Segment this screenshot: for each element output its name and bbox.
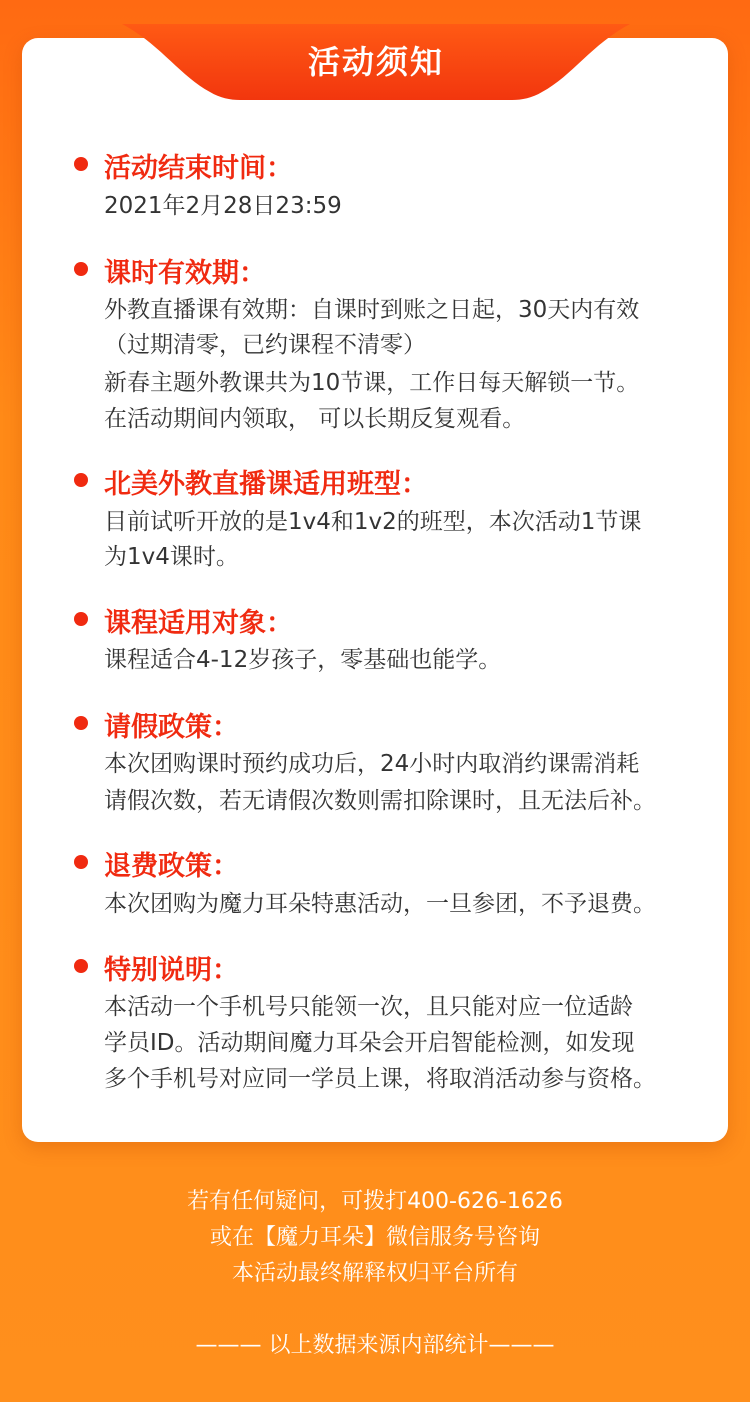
bullet-dot [74, 716, 88, 730]
section-line: 2021年2月28日23:59 [104, 193, 342, 219]
bullet-dot [74, 262, 88, 276]
bullet-dot [74, 473, 88, 487]
section-line: 本次团购为魔力耳朵特惠活动，一旦参团，不予退费。 [104, 891, 656, 917]
section-title: 活动结束时间： [104, 153, 293, 184]
section-line: 新春主题外教课共为10节课，工作日每天解锁一节。 [104, 370, 640, 396]
bullet-dot [74, 855, 88, 869]
bullet-dot [74, 157, 88, 171]
section-title: 退费政策： [104, 851, 239, 882]
section-line: 在活动期间内领取， 可以长期反复观看。 [104, 406, 526, 432]
section-title: 课时有效期： [104, 258, 266, 289]
footer-contact-line: 若有任何疑问，可拨打400-626-1626 [187, 1189, 563, 1214]
section-title: 请假政策： [104, 712, 239, 743]
banner-title: 活动须知 [307, 43, 444, 81]
section-line: 请假次数，若无请假次数则需扣除课时，且无法后补。 [104, 788, 656, 814]
bullet-dot [74, 612, 88, 626]
section-title: 特别说明： [104, 955, 239, 986]
section-line: 目前试听开放的是1v4和1v2的班型，本次活动1节课 [104, 509, 642, 535]
section-line: 本活动一个手机号只能领一次，且只能对应一位适龄 [104, 994, 633, 1020]
section-line: 为1v4课时。 [104, 544, 239, 570]
section-line: 本次团购课时预约成功后，24小时内取消约课需消耗 [104, 751, 640, 777]
footer-rights-line: 本活动最终解释权归平台所有 [231, 1261, 518, 1286]
section-line: （过期清零，已约课程不清零） [104, 332, 426, 358]
section-line: 课程适合4-12岁孩子，零基础也能学。 [104, 647, 502, 673]
section-line: 多个手机号对应同一学员上课，将取消活动参与资格。 [104, 1066, 656, 1092]
bullet-dot [74, 959, 88, 973]
footer-source-note: ——— 以上数据来源内部统计——— [195, 1333, 555, 1358]
section-title: 课程适用对象： [104, 608, 293, 639]
section-title: 北美外教直播课适用班型： [104, 469, 428, 500]
section-line: 学员ID。活动期间魔力耳朵会开启智能检测，如发现 [104, 1030, 635, 1056]
footer-wechat-line: 或在【魔力耳朵】微信服务号咨询 [209, 1225, 540, 1250]
section-line: 外教直播课有效期：自课时到账之日起，30天内有效 [104, 297, 640, 323]
